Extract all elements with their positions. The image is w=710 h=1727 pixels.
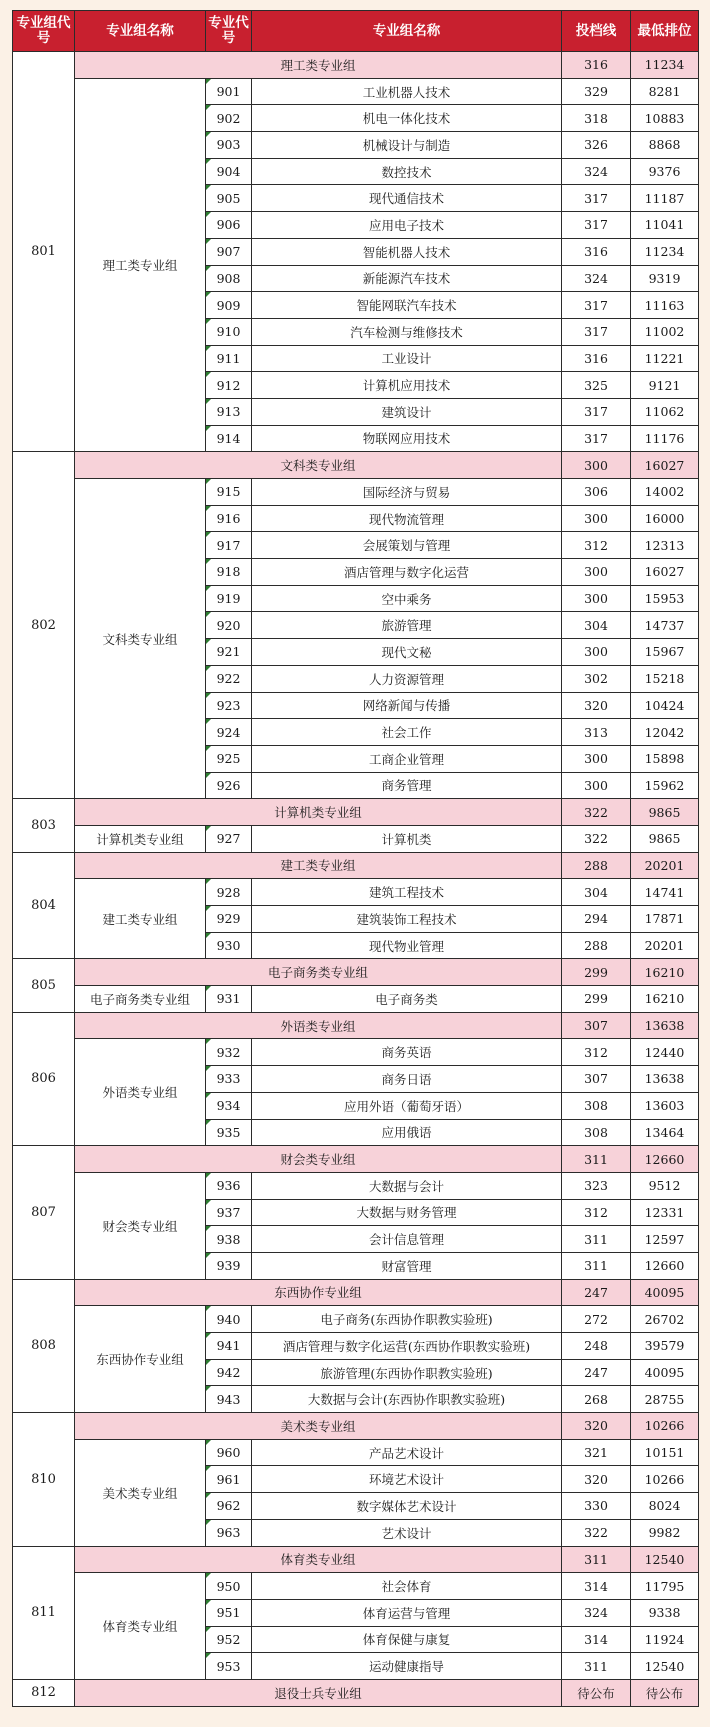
major-code: 909 <box>206 292 252 319</box>
major-score: 302 <box>562 665 631 692</box>
major-score: 312 <box>562 532 631 559</box>
major-score: 320 <box>562 1466 631 1493</box>
major-rank: 13603 <box>631 1092 699 1119</box>
major-rank: 16000 <box>631 505 699 532</box>
major-name: 旅游管理(东西协作职教实验班) <box>252 1359 562 1386</box>
major-code: 927 <box>206 825 252 852</box>
group-summary-row <box>13 852 699 879</box>
group-name: 体育类专业组 <box>75 1573 206 1680</box>
major-code: 921 <box>206 639 252 666</box>
group-score: 288 <box>562 852 631 879</box>
group-code: 810 <box>13 1413 75 1546</box>
group-title: 东西协作专业组 <box>75 1279 562 1306</box>
group-code: 804 <box>13 852 75 959</box>
group-code: 812 <box>13 1679 75 1706</box>
major-rank: 13464 <box>631 1119 699 1146</box>
group-name: 建工类专业组 <box>75 879 206 959</box>
group-title: 退役士兵专业组 <box>75 1679 562 1706</box>
major-name: 网络新闻与传播 <box>252 692 562 719</box>
major-score: 317 <box>562 398 631 425</box>
major-code: 916 <box>206 505 252 532</box>
major-code: 911 <box>206 345 252 372</box>
group-name: 美术类专业组 <box>75 1439 206 1546</box>
group-rank: 20201 <box>631 852 699 879</box>
major-score: 324 <box>562 158 631 185</box>
major-rank: 11002 <box>631 318 699 345</box>
major-score: 272 <box>562 1306 631 1333</box>
major-rank: 9982 <box>631 1519 699 1546</box>
major-rank: 11163 <box>631 292 699 319</box>
table-row <box>13 78 699 105</box>
major-rank: 39579 <box>631 1333 699 1360</box>
major-score: 247 <box>562 1359 631 1386</box>
major-rank: 40095 <box>631 1359 699 1386</box>
major-code: 917 <box>206 532 252 559</box>
major-code: 910 <box>206 318 252 345</box>
major-rank: 20201 <box>631 932 699 959</box>
major-rank: 11234 <box>631 238 699 265</box>
major-rank: 9512 <box>631 1172 699 1199</box>
major-name: 大数据与财务管理 <box>252 1199 562 1226</box>
major-name: 会展策划与管理 <box>252 532 562 559</box>
major-score: 304 <box>562 612 631 639</box>
group-rank: 12660 <box>631 1146 699 1173</box>
group-title: 理工类专业组 <box>75 52 562 79</box>
admission-score-table <box>12 10 699 1707</box>
table-row <box>13 479 699 506</box>
major-rank: 10151 <box>631 1439 699 1466</box>
major-rank: 26702 <box>631 1306 699 1333</box>
major-score: 308 <box>562 1092 631 1119</box>
group-rank: 40095 <box>631 1279 699 1306</box>
major-code: 923 <box>206 692 252 719</box>
major-name: 商务管理 <box>252 772 562 799</box>
group-title: 财会类专业组 <box>75 1146 562 1173</box>
table-row <box>13 986 699 1013</box>
major-name: 人力资源管理 <box>252 665 562 692</box>
major-name: 大数据与会计(东西协作职教实验班) <box>252 1386 562 1413</box>
major-code: 920 <box>206 612 252 639</box>
group-score: 311 <box>562 1146 631 1173</box>
group-summary-row <box>13 1413 699 1440</box>
major-score: 311 <box>562 1252 631 1279</box>
group-title: 计算机类专业组 <box>75 799 562 826</box>
group-summary-row <box>13 52 699 79</box>
major-name: 国际经济与贸易 <box>252 479 562 506</box>
table-row <box>13 879 699 906</box>
major-code: 912 <box>206 372 252 399</box>
group-rank: 12540 <box>631 1546 699 1573</box>
major-code: 932 <box>206 1039 252 1066</box>
major-rank: 12313 <box>631 532 699 559</box>
group-title: 电子商务类专业组 <box>75 959 562 986</box>
group-summary-row <box>13 1279 699 1306</box>
major-code: 922 <box>206 665 252 692</box>
header-rank: 最低排位 <box>631 11 699 52</box>
table-row <box>13 1172 699 1199</box>
major-rank: 15898 <box>631 745 699 772</box>
major-score: 300 <box>562 745 631 772</box>
major-code: 953 <box>206 1653 252 1680</box>
table-row <box>13 1439 699 1466</box>
major-rank: 12440 <box>631 1039 699 1066</box>
major-code: 950 <box>206 1573 252 1600</box>
group-rank: 16210 <box>631 959 699 986</box>
group-rank: 9865 <box>631 799 699 826</box>
major-name: 电子商务类 <box>252 986 562 1013</box>
major-score: 300 <box>562 639 631 666</box>
group-name: 财会类专业组 <box>75 1172 206 1279</box>
major-name: 会计信息管理 <box>252 1226 562 1253</box>
header-major-code: 专业代号 <box>206 11 252 52</box>
major-score: 330 <box>562 1493 631 1520</box>
major-rank: 11221 <box>631 345 699 372</box>
major-rank: 8868 <box>631 132 699 159</box>
major-rank: 28755 <box>631 1386 699 1413</box>
major-code: 938 <box>206 1226 252 1253</box>
header-group-code: 专业组代号 <box>13 11 75 52</box>
header-score: 投档线 <box>562 11 631 52</box>
major-rank: 9319 <box>631 265 699 292</box>
major-score: 316 <box>562 238 631 265</box>
major-name: 商务英语 <box>252 1039 562 1066</box>
major-name: 计算机应用技术 <box>252 372 562 399</box>
major-name: 体育保健与康复 <box>252 1626 562 1653</box>
major-name: 电子商务(东西协作职教实验班) <box>252 1306 562 1333</box>
group-code: 807 <box>13 1146 75 1279</box>
major-name: 建筑装饰工程技术 <box>252 906 562 933</box>
major-name: 大数据与会计 <box>252 1172 562 1199</box>
major-name: 空中乘务 <box>252 585 562 612</box>
table-header-row <box>13 11 699 52</box>
major-rank: 11176 <box>631 425 699 452</box>
major-score: 316 <box>562 345 631 372</box>
major-score: 324 <box>562 1599 631 1626</box>
major-score: 322 <box>562 825 631 852</box>
group-name: 电子商务类专业组 <box>75 986 206 1013</box>
major-name: 产品艺术设计 <box>252 1439 562 1466</box>
major-name: 计算机类 <box>252 825 562 852</box>
major-rank: 10266 <box>631 1466 699 1493</box>
major-name: 应用俄语 <box>252 1119 562 1146</box>
major-code: 930 <box>206 932 252 959</box>
major-score: 294 <box>562 906 631 933</box>
major-score: 300 <box>562 772 631 799</box>
group-summary-row <box>13 1012 699 1039</box>
major-name: 新能源汽车技术 <box>252 265 562 292</box>
major-code: 914 <box>206 425 252 452</box>
group-summary-row <box>13 452 699 479</box>
major-code: 901 <box>206 78 252 105</box>
major-code: 961 <box>206 1466 252 1493</box>
major-code: 915 <box>206 479 252 506</box>
major-name: 应用外语（葡萄牙语） <box>252 1092 562 1119</box>
major-rank: 9338 <box>631 1599 699 1626</box>
group-score: 300 <box>562 452 631 479</box>
major-code: 903 <box>206 132 252 159</box>
major-rank: 8281 <box>631 78 699 105</box>
major-rank: 12660 <box>631 1252 699 1279</box>
major-name: 酒店管理与数字化运营 <box>252 559 562 586</box>
major-rank: 8024 <box>631 1493 699 1520</box>
major-rank: 15953 <box>631 585 699 612</box>
major-name: 旅游管理 <box>252 612 562 639</box>
group-score: 320 <box>562 1413 631 1440</box>
major-name: 社会体育 <box>252 1573 562 1600</box>
group-score: 待公布 <box>562 1679 631 1706</box>
major-score: 300 <box>562 585 631 612</box>
major-code: 926 <box>206 772 252 799</box>
group-name: 外语类专业组 <box>75 1039 206 1146</box>
table-row <box>13 1306 699 1333</box>
major-score: 318 <box>562 105 631 132</box>
major-rank: 14741 <box>631 879 699 906</box>
major-score: 320 <box>562 692 631 719</box>
major-code: 908 <box>206 265 252 292</box>
major-rank: 15962 <box>631 772 699 799</box>
major-rank: 16027 <box>631 559 699 586</box>
group-score: 316 <box>562 52 631 79</box>
major-code: 940 <box>206 1306 252 1333</box>
major-rank: 14737 <box>631 612 699 639</box>
major-rank: 15967 <box>631 639 699 666</box>
major-score: 321 <box>562 1439 631 1466</box>
table-row <box>13 1039 699 1066</box>
major-name: 艺术设计 <box>252 1519 562 1546</box>
group-code: 805 <box>13 959 75 1012</box>
major-name: 建筑设计 <box>252 398 562 425</box>
table-row <box>13 1573 699 1600</box>
group-title: 外语类专业组 <box>75 1012 562 1039</box>
major-score: 300 <box>562 505 631 532</box>
group-code: 811 <box>13 1546 75 1679</box>
table-row <box>13 825 699 852</box>
group-title: 体育类专业组 <box>75 1546 562 1573</box>
major-code: 919 <box>206 585 252 612</box>
major-code: 963 <box>206 1519 252 1546</box>
major-name: 汽车检测与维修技术 <box>252 318 562 345</box>
header-major-name: 专业组名称 <box>252 11 562 52</box>
major-name: 智能网联汽车技术 <box>252 292 562 319</box>
major-code: 905 <box>206 185 252 212</box>
group-rank: 13638 <box>631 1012 699 1039</box>
major-name: 工业设计 <box>252 345 562 372</box>
group-rank: 11234 <box>631 52 699 79</box>
major-score: 317 <box>562 185 631 212</box>
major-rank: 12540 <box>631 1653 699 1680</box>
major-code: 929 <box>206 906 252 933</box>
major-score: 311 <box>562 1653 631 1680</box>
major-code: 913 <box>206 398 252 425</box>
major-rank: 9376 <box>631 158 699 185</box>
major-code: 943 <box>206 1386 252 1413</box>
major-rank: 12597 <box>631 1226 699 1253</box>
major-code: 941 <box>206 1333 252 1360</box>
major-score: 308 <box>562 1119 631 1146</box>
major-score: 324 <box>562 265 631 292</box>
major-score: 323 <box>562 1172 631 1199</box>
major-rank: 11187 <box>631 185 699 212</box>
major-name: 工业机器人技术 <box>252 78 562 105</box>
major-code: 918 <box>206 559 252 586</box>
major-name: 物联网应用技术 <box>252 425 562 452</box>
group-name: 东西协作专业组 <box>75 1306 206 1413</box>
major-score: 299 <box>562 986 631 1013</box>
major-name: 现代物流管理 <box>252 505 562 532</box>
major-name: 财富管理 <box>252 1252 562 1279</box>
major-name: 酒店管理与数字化运营(东西协作职教实验班) <box>252 1333 562 1360</box>
major-score: 317 <box>562 212 631 239</box>
major-name: 机械设计与制造 <box>252 132 562 159</box>
major-name: 运动健康指导 <box>252 1653 562 1680</box>
major-name: 智能机器人技术 <box>252 238 562 265</box>
major-score: 317 <box>562 292 631 319</box>
major-score: 268 <box>562 1386 631 1413</box>
major-code: 962 <box>206 1493 252 1520</box>
major-rank: 11041 <box>631 212 699 239</box>
group-score: 247 <box>562 1279 631 1306</box>
group-name: 计算机类专业组 <box>75 825 206 852</box>
major-rank: 11795 <box>631 1573 699 1600</box>
major-score: 314 <box>562 1573 631 1600</box>
major-score: 322 <box>562 1519 631 1546</box>
major-rank: 14002 <box>631 479 699 506</box>
major-score: 288 <box>562 932 631 959</box>
major-name: 数控技术 <box>252 158 562 185</box>
major-rank: 10883 <box>631 105 699 132</box>
group-rank: 待公布 <box>631 1679 699 1706</box>
header-group-name: 专业组名称 <box>75 11 206 52</box>
group-score: 322 <box>562 799 631 826</box>
group-score: 299 <box>562 959 631 986</box>
major-score: 311 <box>562 1226 631 1253</box>
major-code: 934 <box>206 1092 252 1119</box>
major-score: 313 <box>562 719 631 746</box>
major-name: 现代文秘 <box>252 639 562 666</box>
major-rank: 11062 <box>631 398 699 425</box>
group-rank: 10266 <box>631 1413 699 1440</box>
major-rank: 16210 <box>631 986 699 1013</box>
major-code: 951 <box>206 1599 252 1626</box>
group-code: 808 <box>13 1279 75 1412</box>
major-score: 314 <box>562 1626 631 1653</box>
major-code: 904 <box>206 158 252 185</box>
group-code: 803 <box>13 799 75 852</box>
major-score: 326 <box>562 132 631 159</box>
major-score: 304 <box>562 879 631 906</box>
major-rank: 17871 <box>631 906 699 933</box>
table-body <box>13 52 699 1707</box>
major-rank: 12331 <box>631 1199 699 1226</box>
group-score: 311 <box>562 1546 631 1573</box>
major-code: 907 <box>206 238 252 265</box>
major-code: 939 <box>206 1252 252 1279</box>
major-code: 960 <box>206 1439 252 1466</box>
group-code: 806 <box>13 1012 75 1145</box>
major-name: 体育运营与管理 <box>252 1599 562 1626</box>
major-name: 建筑工程技术 <box>252 879 562 906</box>
major-score: 307 <box>562 1066 631 1093</box>
major-code: 942 <box>206 1359 252 1386</box>
major-code: 937 <box>206 1199 252 1226</box>
major-rank: 10424 <box>631 692 699 719</box>
group-title: 建工类专业组 <box>75 852 562 879</box>
group-code: 801 <box>13 52 75 452</box>
major-score: 329 <box>562 78 631 105</box>
major-name: 环境艺术设计 <box>252 1466 562 1493</box>
major-code: 935 <box>206 1119 252 1146</box>
major-name: 社会工作 <box>252 719 562 746</box>
major-rank: 11924 <box>631 1626 699 1653</box>
major-score: 300 <box>562 559 631 586</box>
group-summary-row <box>13 1679 699 1706</box>
major-rank: 15218 <box>631 665 699 692</box>
group-summary-row <box>13 1146 699 1173</box>
group-name: 文科类专业组 <box>75 479 206 799</box>
group-name: 理工类专业组 <box>75 78 206 452</box>
major-rank: 12042 <box>631 719 699 746</box>
major-code: 933 <box>206 1066 252 1093</box>
major-code: 902 <box>206 105 252 132</box>
major-name: 数字媒体艺术设计 <box>252 1493 562 1520</box>
major-score: 312 <box>562 1199 631 1226</box>
major-score: 317 <box>562 425 631 452</box>
group-score: 307 <box>562 1012 631 1039</box>
major-name: 工商企业管理 <box>252 745 562 772</box>
major-name: 应用电子技术 <box>252 212 562 239</box>
major-score: 312 <box>562 1039 631 1066</box>
major-name: 机电一体化技术 <box>252 105 562 132</box>
major-code: 952 <box>206 1626 252 1653</box>
group-summary-row <box>13 1546 699 1573</box>
major-code: 925 <box>206 745 252 772</box>
major-code: 924 <box>206 719 252 746</box>
group-rank: 16027 <box>631 452 699 479</box>
group-title: 美术类专业组 <box>75 1413 562 1440</box>
group-code: 802 <box>13 452 75 799</box>
group-title: 文科类专业组 <box>75 452 562 479</box>
major-code: 936 <box>206 1172 252 1199</box>
major-score: 325 <box>562 372 631 399</box>
major-score: 317 <box>562 318 631 345</box>
major-rank: 9865 <box>631 825 699 852</box>
major-name: 现代物业管理 <box>252 932 562 959</box>
major-score: 306 <box>562 479 631 506</box>
major-name: 商务日语 <box>252 1066 562 1093</box>
major-name: 现代通信技术 <box>252 185 562 212</box>
major-code: 931 <box>206 986 252 1013</box>
major-rank: 9121 <box>631 372 699 399</box>
group-summary-row <box>13 959 699 986</box>
major-score: 248 <box>562 1333 631 1360</box>
major-code: 928 <box>206 879 252 906</box>
major-rank: 13638 <box>631 1066 699 1093</box>
major-code: 906 <box>206 212 252 239</box>
group-summary-row <box>13 799 699 826</box>
